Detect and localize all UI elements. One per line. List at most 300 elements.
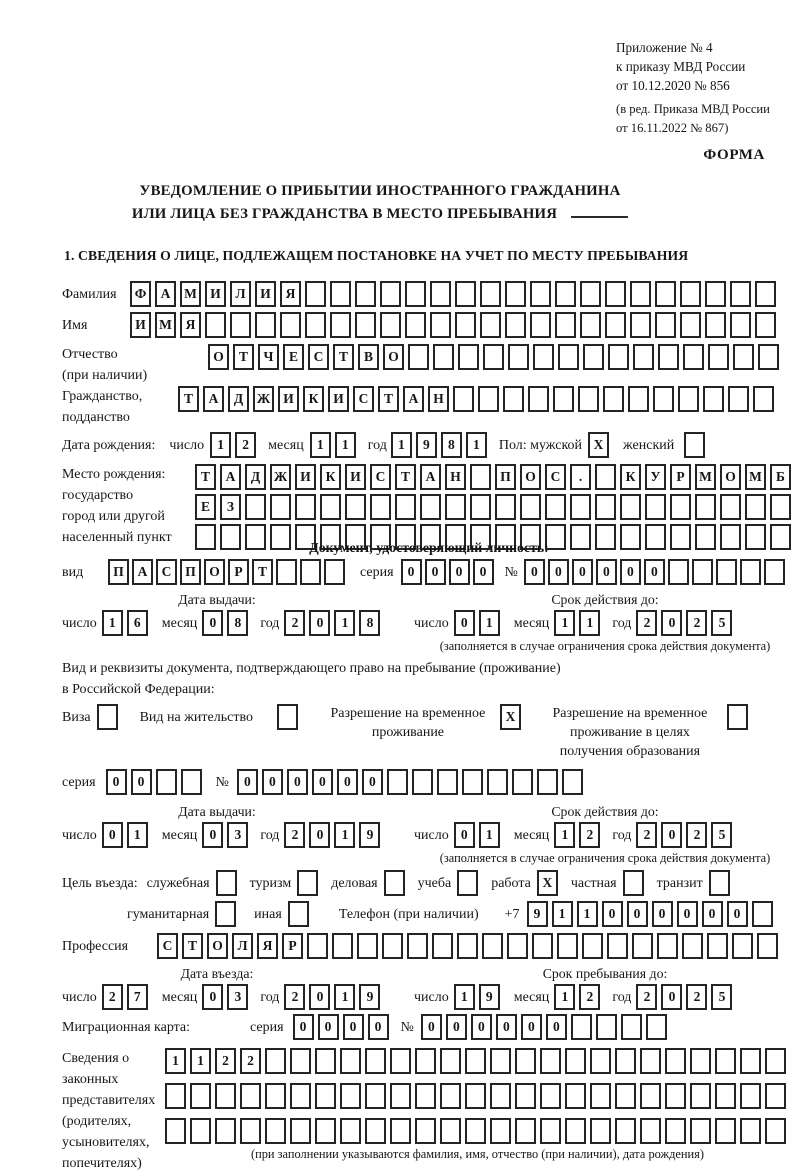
- char-cell[interactable]: 2: [636, 822, 657, 848]
- char-cell[interactable]: [465, 1118, 486, 1144]
- char-cell[interactable]: [280, 312, 301, 338]
- char-cell[interactable]: 1: [479, 610, 500, 636]
- char-cell[interactable]: 1: [127, 822, 148, 848]
- char-cell[interactable]: [752, 901, 773, 927]
- char-cell[interactable]: [720, 494, 741, 520]
- char-cell[interactable]: [390, 1118, 411, 1144]
- char-cell[interactable]: [97, 704, 118, 730]
- char-cell[interactable]: [408, 344, 429, 370]
- char-cell[interactable]: [740, 559, 761, 585]
- char-cell[interactable]: [190, 1083, 211, 1109]
- char-cell[interactable]: X: [500, 704, 521, 730]
- char-cell[interactable]: 0: [572, 559, 593, 585]
- char-cell[interactable]: [630, 312, 651, 338]
- char-cell[interactable]: 0: [287, 769, 308, 795]
- char-cell[interactable]: С: [157, 933, 178, 959]
- char-cell[interactable]: 0: [293, 1014, 314, 1040]
- char-cell[interactable]: [545, 494, 566, 520]
- char-cell[interactable]: [570, 494, 591, 520]
- char-cell[interactable]: Р: [228, 559, 249, 585]
- char-cell[interactable]: [665, 1083, 686, 1109]
- char-cell[interactable]: [645, 524, 666, 550]
- char-cell[interactable]: [490, 1118, 511, 1144]
- char-cell[interactable]: 0: [524, 559, 545, 585]
- char-cell[interactable]: И: [328, 386, 349, 412]
- char-cell[interactable]: Т: [233, 344, 254, 370]
- char-cell[interactable]: 0: [368, 1014, 389, 1040]
- char-cell[interactable]: [220, 524, 241, 550]
- char-cell[interactable]: Н: [445, 464, 466, 490]
- char-cell[interactable]: [765, 1048, 786, 1074]
- char-cell[interactable]: [415, 1083, 436, 1109]
- char-cell[interactable]: [595, 524, 616, 550]
- char-cell[interactable]: [528, 386, 549, 412]
- char-cell[interactable]: [665, 1048, 686, 1074]
- char-cell[interactable]: 0: [102, 822, 123, 848]
- char-cell[interactable]: 0: [401, 559, 422, 585]
- char-cell[interactable]: Т: [195, 464, 216, 490]
- char-cell[interactable]: [215, 1118, 236, 1144]
- char-cell[interactable]: [277, 704, 298, 730]
- char-cell[interactable]: 1: [554, 984, 575, 1010]
- char-cell[interactable]: [565, 1083, 586, 1109]
- char-cell[interactable]: 2: [284, 610, 305, 636]
- char-cell[interactable]: [315, 1083, 336, 1109]
- char-cell[interactable]: 0: [661, 984, 682, 1010]
- char-cell[interactable]: [216, 870, 237, 896]
- char-cell[interactable]: Д: [245, 464, 266, 490]
- char-cell[interactable]: Р: [282, 933, 303, 959]
- char-cell[interactable]: [445, 494, 466, 520]
- char-cell[interactable]: [465, 1048, 486, 1074]
- char-cell[interactable]: 7: [127, 984, 148, 1010]
- char-cell[interactable]: П: [108, 559, 129, 585]
- char-cell[interactable]: [457, 870, 478, 896]
- char-cell[interactable]: [340, 1083, 361, 1109]
- char-cell[interactable]: [727, 704, 748, 730]
- char-cell[interactable]: [437, 769, 458, 795]
- char-cell[interactable]: 0: [343, 1014, 364, 1040]
- char-cell[interactable]: [595, 464, 616, 490]
- char-cell[interactable]: Б: [770, 464, 791, 490]
- char-cell[interactable]: [315, 1048, 336, 1074]
- char-cell[interactable]: [507, 933, 528, 959]
- char-cell[interactable]: 0: [546, 1014, 567, 1040]
- char-cell[interactable]: С: [370, 464, 391, 490]
- char-cell[interactable]: Я: [280, 281, 301, 307]
- char-cell[interactable]: [340, 1048, 361, 1074]
- char-cell[interactable]: [156, 769, 177, 795]
- char-cell[interactable]: А: [132, 559, 153, 585]
- char-cell[interactable]: 0: [661, 822, 682, 848]
- char-cell[interactable]: 0: [337, 769, 358, 795]
- char-cell[interactable]: [757, 933, 778, 959]
- char-cell[interactable]: 5: [711, 822, 732, 848]
- char-cell[interactable]: Е: [195, 494, 216, 520]
- char-cell[interactable]: 2: [686, 822, 707, 848]
- char-cell[interactable]: [530, 281, 551, 307]
- char-cell[interactable]: [658, 344, 679, 370]
- char-cell[interactable]: 0: [425, 559, 446, 585]
- char-cell[interactable]: [540, 1083, 561, 1109]
- char-cell[interactable]: И: [295, 464, 316, 490]
- char-cell[interactable]: Д: [228, 386, 249, 412]
- char-cell[interactable]: [415, 1118, 436, 1144]
- char-cell[interactable]: [621, 1014, 642, 1040]
- char-cell[interactable]: [755, 281, 776, 307]
- char-cell[interactable]: [215, 1083, 236, 1109]
- char-cell[interactable]: [640, 1083, 661, 1109]
- char-cell[interactable]: Т: [252, 559, 273, 585]
- char-cell[interactable]: 1: [479, 822, 500, 848]
- char-cell[interactable]: 0: [202, 822, 223, 848]
- char-cell[interactable]: 1: [454, 984, 475, 1010]
- char-cell[interactable]: [703, 386, 724, 412]
- char-cell[interactable]: [720, 524, 741, 550]
- char-cell[interactable]: [765, 1083, 786, 1109]
- char-cell[interactable]: 0: [237, 769, 258, 795]
- char-cell[interactable]: 1: [579, 610, 600, 636]
- char-cell[interactable]: [440, 1118, 461, 1144]
- char-cell[interactable]: [730, 281, 751, 307]
- char-cell[interactable]: 9: [416, 432, 437, 458]
- char-cell[interactable]: [290, 1083, 311, 1109]
- char-cell[interactable]: [533, 344, 554, 370]
- char-cell[interactable]: [365, 1118, 386, 1144]
- char-cell[interactable]: Я: [180, 312, 201, 338]
- char-cell[interactable]: [705, 281, 726, 307]
- char-cell[interactable]: [607, 933, 628, 959]
- char-cell[interactable]: [462, 769, 483, 795]
- char-cell[interactable]: К: [620, 464, 641, 490]
- char-cell[interactable]: [215, 901, 236, 927]
- char-cell[interactable]: 3: [227, 822, 248, 848]
- char-cell[interactable]: 2: [636, 984, 657, 1010]
- char-cell[interactable]: [355, 312, 376, 338]
- char-cell[interactable]: [615, 1083, 636, 1109]
- char-cell[interactable]: [740, 1118, 761, 1144]
- char-cell[interactable]: О: [204, 559, 225, 585]
- char-cell[interactable]: [705, 312, 726, 338]
- char-cell[interactable]: 2: [240, 1048, 261, 1074]
- char-cell[interactable]: 9: [527, 901, 548, 927]
- char-cell[interactable]: [646, 1014, 667, 1040]
- char-cell[interactable]: 0: [602, 901, 623, 927]
- char-cell[interactable]: 6: [127, 610, 148, 636]
- char-cell[interactable]: [355, 281, 376, 307]
- char-cell[interactable]: [345, 494, 366, 520]
- char-cell[interactable]: О: [208, 344, 229, 370]
- char-cell[interactable]: 0: [727, 901, 748, 927]
- char-cell[interactable]: [655, 281, 676, 307]
- char-cell[interactable]: [370, 494, 391, 520]
- char-cell[interactable]: [465, 1083, 486, 1109]
- char-cell[interactable]: Т: [395, 464, 416, 490]
- char-cell[interactable]: 0: [620, 559, 641, 585]
- char-cell[interactable]: [655, 312, 676, 338]
- char-cell[interactable]: 8: [227, 610, 248, 636]
- char-cell[interactable]: [770, 524, 791, 550]
- char-cell[interactable]: К: [303, 386, 324, 412]
- char-cell[interactable]: О: [383, 344, 404, 370]
- char-cell[interactable]: [745, 494, 766, 520]
- char-cell[interactable]: [455, 312, 476, 338]
- char-cell[interactable]: А: [203, 386, 224, 412]
- char-cell[interactable]: [770, 494, 791, 520]
- char-cell[interactable]: И: [130, 312, 151, 338]
- char-cell[interactable]: [715, 1048, 736, 1074]
- char-cell[interactable]: [512, 769, 533, 795]
- char-cell[interactable]: [670, 494, 691, 520]
- char-cell[interactable]: А: [403, 386, 424, 412]
- char-cell[interactable]: М: [745, 464, 766, 490]
- char-cell[interactable]: М: [155, 312, 176, 338]
- char-cell[interactable]: П: [495, 464, 516, 490]
- char-cell[interactable]: 0: [421, 1014, 442, 1040]
- char-cell[interactable]: [305, 312, 326, 338]
- char-cell[interactable]: [582, 933, 603, 959]
- char-cell[interactable]: [620, 494, 641, 520]
- char-cell[interactable]: 2: [215, 1048, 236, 1074]
- char-cell[interactable]: [640, 1118, 661, 1144]
- char-cell[interactable]: [245, 494, 266, 520]
- char-cell[interactable]: [165, 1083, 186, 1109]
- char-cell[interactable]: [300, 559, 321, 585]
- char-cell[interactable]: И: [205, 281, 226, 307]
- char-cell[interactable]: [632, 933, 653, 959]
- char-cell[interactable]: [265, 1048, 286, 1074]
- char-cell[interactable]: [453, 386, 474, 412]
- char-cell[interactable]: [732, 933, 753, 959]
- char-cell[interactable]: [490, 1048, 511, 1074]
- char-cell[interactable]: [365, 1048, 386, 1074]
- char-cell[interactable]: [503, 386, 524, 412]
- char-cell[interactable]: [578, 386, 599, 412]
- char-cell[interactable]: [440, 1083, 461, 1109]
- char-cell[interactable]: В: [358, 344, 379, 370]
- char-cell[interactable]: 1: [335, 432, 356, 458]
- char-cell[interactable]: 2: [686, 984, 707, 1010]
- char-cell[interactable]: [332, 933, 353, 959]
- char-cell[interactable]: [265, 1083, 286, 1109]
- char-cell[interactable]: А: [420, 464, 441, 490]
- char-cell[interactable]: Ж: [253, 386, 274, 412]
- char-cell[interactable]: 0: [661, 610, 682, 636]
- char-cell[interactable]: [570, 524, 591, 550]
- char-cell[interactable]: 2: [284, 984, 305, 1010]
- char-cell[interactable]: И: [278, 386, 299, 412]
- char-cell[interactable]: 0: [202, 610, 223, 636]
- char-cell[interactable]: С: [156, 559, 177, 585]
- char-cell[interactable]: X: [537, 870, 558, 896]
- char-cell[interactable]: [590, 1048, 611, 1074]
- char-cell[interactable]: [680, 312, 701, 338]
- char-cell[interactable]: П: [180, 559, 201, 585]
- char-cell[interactable]: Л: [230, 281, 251, 307]
- char-cell[interactable]: [395, 494, 416, 520]
- char-cell[interactable]: [508, 344, 529, 370]
- char-cell[interactable]: 0: [202, 984, 223, 1010]
- char-cell[interactable]: [276, 559, 297, 585]
- char-cell[interactable]: О: [720, 464, 741, 490]
- char-cell[interactable]: [540, 1048, 561, 1074]
- char-cell[interactable]: [615, 1118, 636, 1144]
- char-cell[interactable]: [580, 312, 601, 338]
- char-cell[interactable]: [684, 432, 705, 458]
- char-cell[interactable]: 0: [454, 610, 475, 636]
- char-cell[interactable]: [181, 769, 202, 795]
- char-cell[interactable]: [630, 281, 651, 307]
- char-cell[interactable]: 0: [446, 1014, 467, 1040]
- char-cell[interactable]: [540, 1118, 561, 1144]
- char-cell[interactable]: [320, 494, 341, 520]
- char-cell[interactable]: [692, 559, 713, 585]
- char-cell[interactable]: [478, 386, 499, 412]
- char-cell[interactable]: 0: [473, 559, 494, 585]
- char-cell[interactable]: [432, 933, 453, 959]
- char-cell[interactable]: [482, 933, 503, 959]
- char-cell[interactable]: [195, 524, 216, 550]
- char-cell[interactable]: 1: [102, 610, 123, 636]
- char-cell[interactable]: К: [320, 464, 341, 490]
- char-cell[interactable]: [487, 769, 508, 795]
- char-cell[interactable]: [297, 870, 318, 896]
- char-cell[interactable]: Ч: [258, 344, 279, 370]
- char-cell[interactable]: А: [220, 464, 241, 490]
- char-cell[interactable]: [683, 344, 704, 370]
- char-cell[interactable]: 1: [310, 432, 331, 458]
- char-cell[interactable]: И: [345, 464, 366, 490]
- char-cell[interactable]: [590, 1118, 611, 1144]
- char-cell[interactable]: [330, 281, 351, 307]
- char-cell[interactable]: [190, 1118, 211, 1144]
- char-cell[interactable]: [387, 769, 408, 795]
- char-cell[interactable]: Т: [182, 933, 203, 959]
- char-cell[interactable]: [420, 494, 441, 520]
- char-cell[interactable]: [755, 312, 776, 338]
- char-cell[interactable]: 0: [471, 1014, 492, 1040]
- char-cell[interactable]: 1: [165, 1048, 186, 1074]
- char-cell[interactable]: [562, 769, 583, 795]
- char-cell[interactable]: [608, 344, 629, 370]
- char-cell[interactable]: [415, 1048, 436, 1074]
- char-cell[interactable]: [764, 559, 785, 585]
- char-cell[interactable]: [532, 933, 553, 959]
- char-cell[interactable]: [571, 1014, 592, 1040]
- char-cell[interactable]: [515, 1048, 536, 1074]
- char-cell[interactable]: С: [353, 386, 374, 412]
- char-cell[interactable]: 2: [686, 610, 707, 636]
- char-cell[interactable]: [740, 1083, 761, 1109]
- char-cell[interactable]: [558, 344, 579, 370]
- char-cell[interactable]: [412, 769, 433, 795]
- char-cell[interactable]: [665, 1118, 686, 1144]
- char-cell[interactable]: [690, 1118, 711, 1144]
- char-cell[interactable]: 0: [318, 1014, 339, 1040]
- char-cell[interactable]: 9: [359, 822, 380, 848]
- char-cell[interactable]: Р: [670, 464, 691, 490]
- char-cell[interactable]: [640, 1048, 661, 1074]
- char-cell[interactable]: 1: [190, 1048, 211, 1074]
- char-cell[interactable]: [555, 312, 576, 338]
- char-cell[interactable]: [390, 1048, 411, 1074]
- char-cell[interactable]: [605, 281, 626, 307]
- char-cell[interactable]: 5: [711, 984, 732, 1010]
- char-cell[interactable]: [707, 933, 728, 959]
- char-cell[interactable]: [255, 312, 276, 338]
- char-cell[interactable]: [596, 1014, 617, 1040]
- char-cell[interactable]: [745, 524, 766, 550]
- char-cell[interactable]: 0: [677, 901, 698, 927]
- char-cell[interactable]: [653, 386, 674, 412]
- char-cell[interactable]: 1: [210, 432, 231, 458]
- char-cell[interactable]: [290, 1048, 311, 1074]
- char-cell[interactable]: [405, 281, 426, 307]
- char-cell[interactable]: Ж: [270, 464, 291, 490]
- char-cell[interactable]: Т: [178, 386, 199, 412]
- char-cell[interactable]: [430, 281, 451, 307]
- char-cell[interactable]: [733, 344, 754, 370]
- char-cell[interactable]: [583, 344, 604, 370]
- char-cell[interactable]: З: [220, 494, 241, 520]
- char-cell[interactable]: [380, 281, 401, 307]
- char-cell[interactable]: Т: [378, 386, 399, 412]
- char-cell[interactable]: 0: [309, 610, 330, 636]
- char-cell[interactable]: [480, 312, 501, 338]
- char-cell[interactable]: Е: [283, 344, 304, 370]
- char-cell[interactable]: 0: [496, 1014, 517, 1040]
- char-cell[interactable]: [483, 344, 504, 370]
- char-cell[interactable]: [695, 524, 716, 550]
- char-cell[interactable]: [715, 1083, 736, 1109]
- char-cell[interactable]: [553, 386, 574, 412]
- char-cell[interactable]: 0: [644, 559, 665, 585]
- char-cell[interactable]: 1: [577, 901, 598, 927]
- char-cell[interactable]: .: [570, 464, 591, 490]
- char-cell[interactable]: [740, 1048, 761, 1074]
- char-cell[interactable]: [595, 494, 616, 520]
- char-cell[interactable]: [695, 494, 716, 520]
- char-cell[interactable]: [530, 312, 551, 338]
- char-cell[interactable]: 3: [227, 984, 248, 1010]
- char-cell[interactable]: [270, 494, 291, 520]
- char-cell[interactable]: [565, 1048, 586, 1074]
- char-cell[interactable]: М: [695, 464, 716, 490]
- char-cell[interactable]: 0: [309, 822, 330, 848]
- char-cell[interactable]: 0: [521, 1014, 542, 1040]
- char-cell[interactable]: 5: [711, 610, 732, 636]
- char-cell[interactable]: [470, 464, 491, 490]
- char-cell[interactable]: [623, 870, 644, 896]
- char-cell[interactable]: 2: [636, 610, 657, 636]
- char-cell[interactable]: [603, 386, 624, 412]
- char-cell[interactable]: 8: [441, 432, 462, 458]
- char-cell[interactable]: [515, 1083, 536, 1109]
- char-cell[interactable]: [657, 933, 678, 959]
- char-cell[interactable]: [357, 933, 378, 959]
- char-cell[interactable]: 2: [579, 984, 600, 1010]
- char-cell[interactable]: 0: [449, 559, 470, 585]
- char-cell[interactable]: [384, 870, 405, 896]
- char-cell[interactable]: [230, 312, 251, 338]
- char-cell[interactable]: [565, 1118, 586, 1144]
- char-cell[interactable]: О: [207, 933, 228, 959]
- char-cell[interactable]: [633, 344, 654, 370]
- char-cell[interactable]: 2: [579, 822, 600, 848]
- char-cell[interactable]: [709, 870, 730, 896]
- char-cell[interactable]: [678, 386, 699, 412]
- char-cell[interactable]: Ф: [130, 281, 151, 307]
